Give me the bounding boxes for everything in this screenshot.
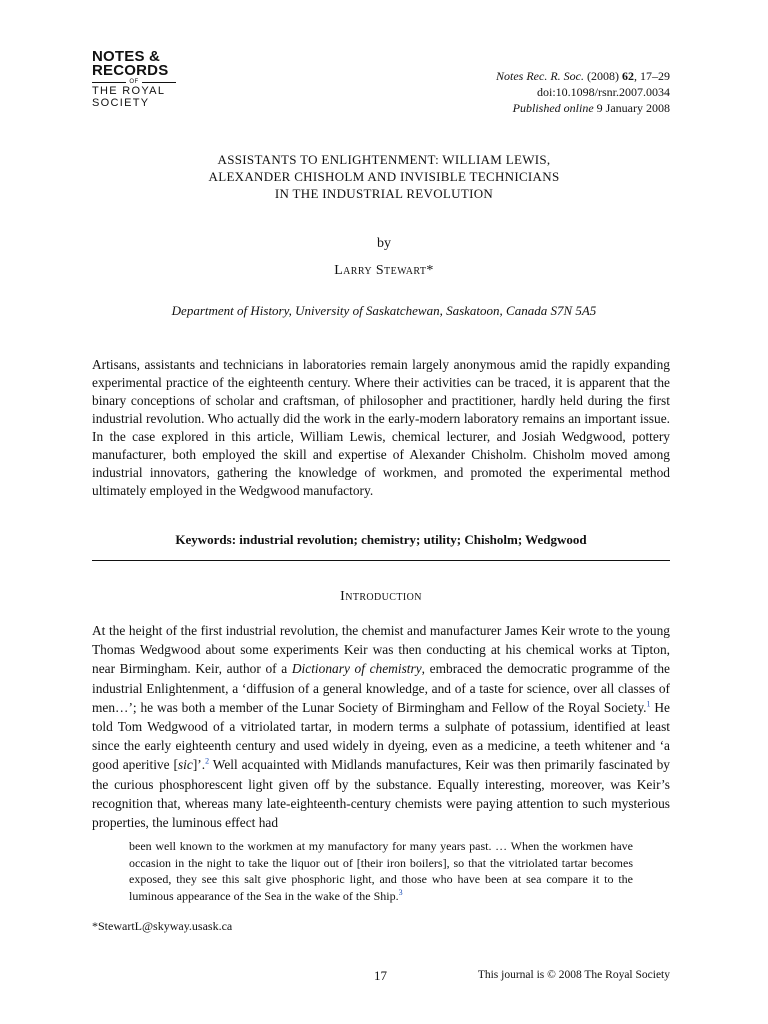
journal-abbrev: Notes Rec. R. Soc. (496, 69, 584, 83)
intro-italic-sic: sic (177, 757, 193, 773)
intro-paragraph (92, 621, 670, 832)
logo-of: OF (129, 79, 139, 85)
keywords-divider (92, 560, 670, 561)
intro-text-1: At the height of the first industrial revolution, the chemist and manufacturer James Keir wrote to the young Thomas Wedgwood about some experiments Keir was then conducting at his chemical works at Tipton, near Birmingham. Keir, author of a (92, 623, 670, 677)
logo-rule-right (142, 82, 176, 83)
title-line-3: IN THE INDUSTRIAL REVOLUTION (274, 186, 494, 201)
citation-block (496, 68, 670, 116)
footnote-ref-1[interactable]: 1 (646, 699, 651, 709)
citation-pages: , 17–29 (634, 69, 670, 83)
section-heading-introduction: Introduction (340, 589, 422, 604)
page-number: 17 (374, 968, 387, 983)
block-quote (129, 838, 633, 904)
logo-line-3: THE ROYAL (92, 85, 166, 97)
logo-line-2: RECORDS (92, 62, 169, 79)
intro-text-3: He told Tom Wedgwood of a vitriolated tartar, in modern terms a sulphate of potassium, identified at least since the early eighteenth century and used widely in dyeing, even as a medicine, a teeth whitener and ‘a good aperitive [ (92, 699, 670, 773)
keywords: Keywords: industrial revolution; chemistry; utility; Chisholm; Wedgwood (175, 532, 587, 547)
logo-line-1: NOTES & (92, 48, 161, 65)
title-line-1: ASSISTANTS TO ENLIGHTENMENT: WILLIAM LEWIS, (217, 152, 551, 167)
author-name: Larry Stewart* (334, 263, 434, 278)
published-date: 9 January 2008 (596, 101, 670, 115)
published-label: Published online (512, 101, 594, 115)
abstract: Artisans, assistants and technicians in laboratories remain largely anonymous amid the rapidly expanding experimental practice of the eighteenth century. Where their activities can be traced, it is apparent that the binary conceptions of scholar and craftsman, of philosopher and practitioner, hardly held during the first industrial revolution. Who actually did the work in the early-modern laboratory remains an important issue. In the case explored in this article, William Lewis, chemical lecturer, and Josiah Wedgwood, pottery manufacturer, both employed the skill and expertise of Alexander Chisholm. Chisholm moved among industrial innovators, gathering the knowledge of workmen, and promoted the experimental method ultimately employed in the Wedgwood manufactory. (92, 357, 670, 498)
citation-published (496, 100, 670, 116)
intro-text-2: , embraced the democratic programme of the industrial Enlightenment, a ‘diffusion of a general knowledge, and of a taste for science, over all classes of men…’; he was both a member of the Lunar Society of Birmingham and Fellow of the Royal Society. (92, 661, 670, 715)
intro-italic-dictionary: Dictionary of chemistry (291, 661, 422, 677)
logo-rule-left (92, 82, 126, 83)
intro-text-4: ]’. (192, 757, 206, 773)
title-line-2: ALEXANDER CHISHOLM AND INVISIBLE TECHNICIANS (208, 169, 560, 184)
intro-text-5: Well acquainted with Midlands manufactures, Keir was then primarily fascinated by the curious phosphorescent light given off by the substance. Equally interesting, moreover, was Keir’s recognition that, whereas many late-eighteenth-century chemists were paying attention to such mysterious properties, the luminous effect had (92, 757, 671, 831)
citation-doi[interactable]: doi:10.1098/rsnr.2007.0034 (536, 85, 670, 99)
author-affiliation: Department of History, University of Saskatchewan, Saskatoon, Canada S7N 5A5 (171, 303, 597, 318)
citation-line-1 (496, 68, 670, 84)
footnote-ref-3[interactable]: 3 (398, 887, 403, 897)
footnote-ref-2[interactable]: 2 (205, 756, 210, 766)
citation-year: (2008) (587, 69, 619, 83)
logo-line-4: SOCIETY (92, 97, 150, 109)
author-email-footnote[interactable]: *StewartL@skyway.usask.ca (92, 919, 233, 933)
quote-text: been well known to the workmen at my manufactory for many years past. … When the workmen have occasion in the night to take the liquor out of [their iron boilers], so that the vitriolated tartar becomes exposed, they see this salt give phosphoric light, and those who have been at sea compare it to the luminous appearance of the Sea in the wake of the Ship. (129, 839, 633, 903)
article-title (92, 151, 676, 202)
by-label: by (377, 236, 391, 251)
journal-logo (92, 50, 176, 109)
citation-volume: 62 (622, 69, 634, 83)
copyright-notice: This journal is © 2008 The Royal Society (477, 969, 670, 981)
